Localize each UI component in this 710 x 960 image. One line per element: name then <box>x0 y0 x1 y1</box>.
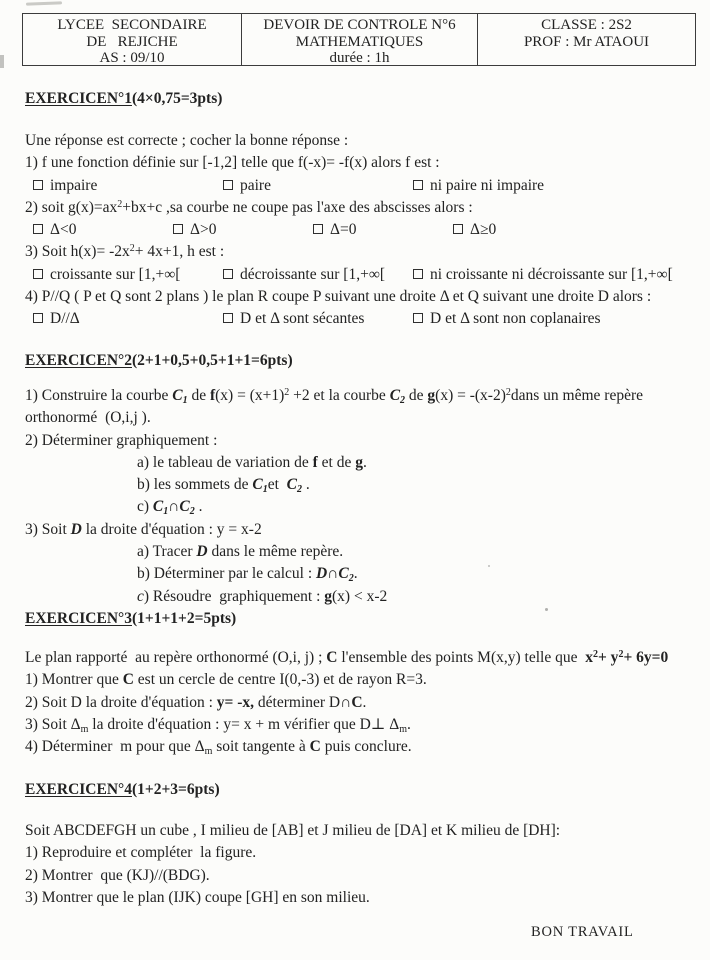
header-table <box>22 13 696 66</box>
checkbox-icon <box>223 180 233 190</box>
choice-row <box>25 264 704 286</box>
choice-label: D//Δ <box>50 310 80 328</box>
text-line: 1) Montrer que C est un cercle de centre I(0,-3) et de rayon R=3. <box>25 671 427 689</box>
checkbox-icon <box>453 224 463 234</box>
choice-option <box>453 219 496 241</box>
text-line: 2) soit $g(x)=ax^2+bx+c$ ,sa courbe ne coupe pas l'axe des abscisses alors : <box>25 198 473 216</box>
choice-option <box>413 308 601 330</box>
exercise-2 <box>25 350 704 608</box>
choice-label: ni paire ni impaire <box>430 176 545 194</box>
text-line: orthonormé (O,i,j ). <box>25 409 151 427</box>
exercise-4 <box>25 779 704 909</box>
choice-label: Δ>0 <box>190 221 217 239</box>
checkbox-icon <box>413 269 423 279</box>
text-line: Le plan rapporté au repère orthonormé (O,i, j) ; C l'ensemble des points M(x,y) telle que $x^2+ y^2+ 6y=0$ <box>25 649 669 666</box>
text-line: 3) Soit $\Delta_m$ la droite d'équation : y= x + m vérifier que D⊥ $\Delta_m$. <box>25 715 411 735</box>
choice-label: Δ=0 <box>330 221 357 239</box>
header-cell-title <box>241 14 477 65</box>
school-year: AS : 09/10 <box>99 50 165 66</box>
text-line: a) le tableau de variation de f et de g. <box>137 453 367 471</box>
text-line: 1) Construire la courbe $C_1$ de $f(x) = (x+1)^2 +2$ et la courbe $C_2$ de $g(x) = -(x-2)^2dans$ un même repère <box>25 387 644 406</box>
checkbox-icon <box>33 180 43 190</box>
text-line: Soit ABCDEFGH un cube , I milieu de [AB] et J milieu de [DA] et K milieu de [DH]: <box>25 822 561 839</box>
text-line: 4) P//Q ( P et Q sont 2 plans ) le plan R coupe P suivant une droite Δ et Q suivant une droite D alors : <box>25 288 652 306</box>
text-line: 1) f une fonction définie sur [-1,2] telle que f(-x)= -f(x) alors f est : <box>25 154 440 172</box>
choice-label: ni croissante ni décroissante sur [1,+∞[ <box>430 265 673 283</box>
choice-option <box>223 264 413 286</box>
choice-option <box>33 219 173 241</box>
text-line: c) Résoudre graphiquement : g(x) < x-2 <box>137 587 388 605</box>
choice-label: Δ≥0 <box>470 221 497 239</box>
header-cell-class <box>477 14 695 65</box>
closing-message: BON TRAVAIL <box>531 924 634 940</box>
choice-row <box>25 308 704 330</box>
header-cell-school <box>23 14 241 65</box>
scan-edge-mark <box>0 55 4 68</box>
school-name-line2: DE REJICHE <box>86 33 178 50</box>
scan-smudge <box>26 1 62 5</box>
choice-label: paire <box>240 176 271 194</box>
choice-label: D et Δ sont non coplanaires <box>430 310 601 328</box>
checkbox-icon <box>173 224 183 234</box>
checkbox-icon <box>33 269 43 279</box>
choice-option <box>223 308 413 330</box>
text-line: 4) Déterminer m pour que $\Delta_m$ soit tangente à C puis conclure. <box>25 738 412 758</box>
exercise-3-heading: EXERCICEN°3(1+1+1+2=5pts) <box>25 610 237 627</box>
text-line: 3) Soit D la droite d'équation : y = x-2 <box>25 520 262 538</box>
choice-option <box>33 175 223 197</box>
text-line: 3) Montrer que le plan (IJK) coupe [GH] en son milieu. <box>25 888 370 906</box>
exercise-2-heading: EXERCICEN°2(2+1+0,5+0,5+1+1=6pts) <box>25 352 293 369</box>
exercise-1-heading: EXERCICEN°1(4×0,75=3pts) <box>25 90 223 107</box>
choice-option <box>173 219 313 241</box>
choice-row <box>25 175 704 197</box>
text-line: 2) Déterminer graphiquement : <box>25 431 218 449</box>
text-line: 2) Montrer que (KJ)//(BDG). <box>25 866 210 884</box>
text-line: b) les sommets de $C_1et$ $C_2$ . <box>137 476 310 496</box>
text-line: 3) Soit $h(x)= -2x^2+ 4x+1$, h est : <box>25 243 225 261</box>
choice-row <box>25 219 704 241</box>
text-line: 2) Soit D la droite d'équation : y= -x, déterminer D∩C. <box>25 693 367 711</box>
exercise-4-heading: EXERCICEN°4(1+2+3=6pts) <box>25 781 220 798</box>
checkbox-icon <box>223 269 233 279</box>
checkbox-icon <box>413 180 423 190</box>
text-line: Une réponse est correcte ; cocher la bonne réponse : <box>25 132 349 149</box>
exam-duration: durée : 1h <box>329 50 390 66</box>
checkbox-icon <box>33 224 43 234</box>
checkbox-icon <box>313 224 323 234</box>
checkbox-icon <box>33 313 43 323</box>
exam-title: DEVOIR DE CONTROLE N°6 <box>263 17 456 33</box>
text-line: c) $C_1\cap C_2$ . <box>137 498 203 518</box>
choice-option <box>33 264 223 286</box>
choice-label: D et Δ sont sécantes <box>240 310 365 328</box>
school-name-line1: LYCEE SECONDAIRE <box>57 17 207 33</box>
choice-option <box>413 264 673 286</box>
choice-option <box>223 175 413 197</box>
exercise-3 <box>25 608 704 758</box>
checkbox-icon <box>413 313 423 323</box>
choice-option <box>413 175 544 197</box>
text-line: 1) Reproduire et compléter la figure. <box>25 844 257 862</box>
text-line: b) Déterminer par le calcul : $D\cap C_2$. <box>137 565 358 585</box>
choice-label: décroissante sur [1,+∞[ <box>240 265 386 283</box>
choice-label: croissante sur [1,+∞[ <box>50 265 181 283</box>
choice-option <box>33 308 223 330</box>
checkbox-icon <box>223 313 233 323</box>
exercise-1 <box>25 88 704 331</box>
prof-label: PROF : Mr ATAOUI <box>523 33 650 50</box>
choice-label: Δ<0 <box>50 221 77 239</box>
choice-label: impaire <box>50 176 98 194</box>
class-label: CLASSE : 2S2 <box>541 17 632 33</box>
exam-subject: MATHEMATIQUES <box>295 33 424 50</box>
text-line: a) Tracer D dans le même repère. <box>137 543 344 561</box>
choice-option <box>313 219 453 241</box>
